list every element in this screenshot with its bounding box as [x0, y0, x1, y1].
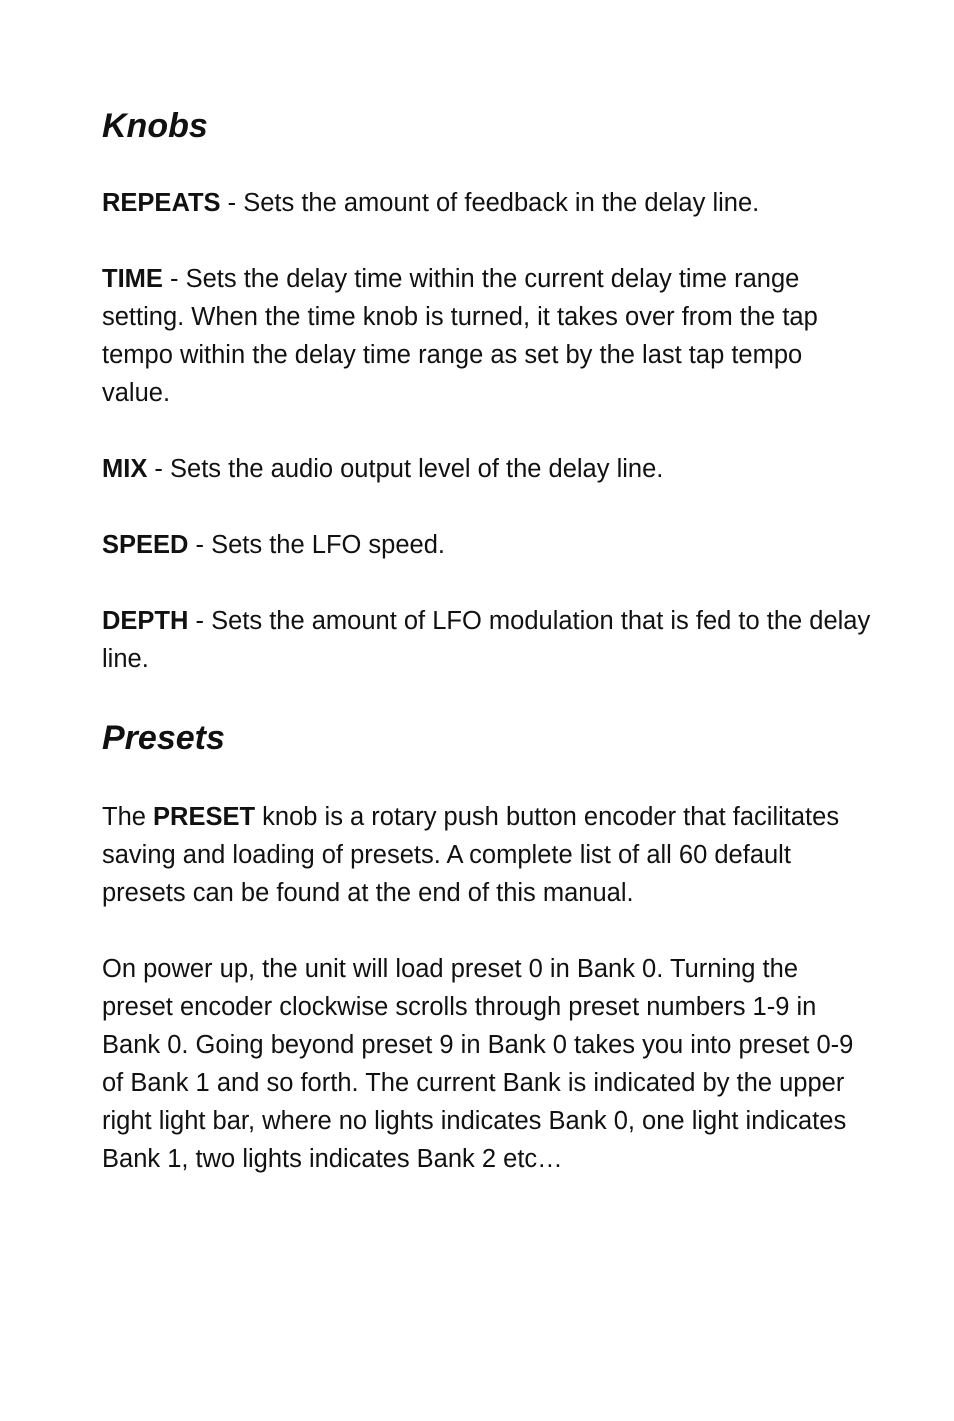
description-mix: - Sets the audio output level of the delay line.	[147, 455, 664, 483]
description-depth: - Sets the amount of LFO modulation that is fed to the delay line.	[102, 607, 871, 673]
paragraph-repeats	[102, 184, 872, 222]
paragraph-speed	[102, 526, 872, 564]
section-heading-knobs: Knobs	[102, 107, 208, 145]
term-repeats: REPEATS	[102, 189, 221, 217]
preset-intro-before: The	[102, 803, 154, 831]
paragraph-time	[102, 260, 872, 412]
term-speed: SPEED	[102, 531, 189, 559]
paragraph-power-up: On power up, the unit will load preset 0 in Bank 0. Turning the preset encoder clockwise scrolls through preset numbers 1-9 in Bank 0. Going beyond preset 9 in Bank 0 takes you into preset 0-9 of Bank 1 and so forth. The current Bank is indicated by the upper right light bar, where no lights indicates Bank 0, one light indicates Bank 1, two lights indicates Bank 2 etc…	[102, 955, 854, 1173]
paragraph-mix	[102, 450, 872, 488]
description-speed: - Sets the LFO speed.	[188, 531, 445, 559]
manual-page	[102, 104, 872, 1178]
term-depth: DEPTH	[102, 607, 189, 635]
description-time: - Sets the delay time within the current delay time range setting. When the time knob is turned, it takes over from the tap tempo within the delay time range as set by the last tap tempo value.	[102, 265, 818, 407]
section-heading-presets: Presets	[102, 719, 225, 757]
term-preset: PRESET	[153, 803, 256, 831]
term-time: TIME	[102, 265, 163, 293]
preset-intro-after: knob is a rotary push button encoder that facilitates saving and loading of presets. A complete list of all 60 default presets can be found at the end of this manual.	[102, 803, 840, 907]
paragraph-preset-knob	[102, 798, 872, 912]
description-repeats: - Sets the amount of feedback in the delay line.	[220, 189, 760, 217]
term-mix: MIX	[102, 455, 148, 483]
paragraph-depth	[102, 602, 872, 678]
